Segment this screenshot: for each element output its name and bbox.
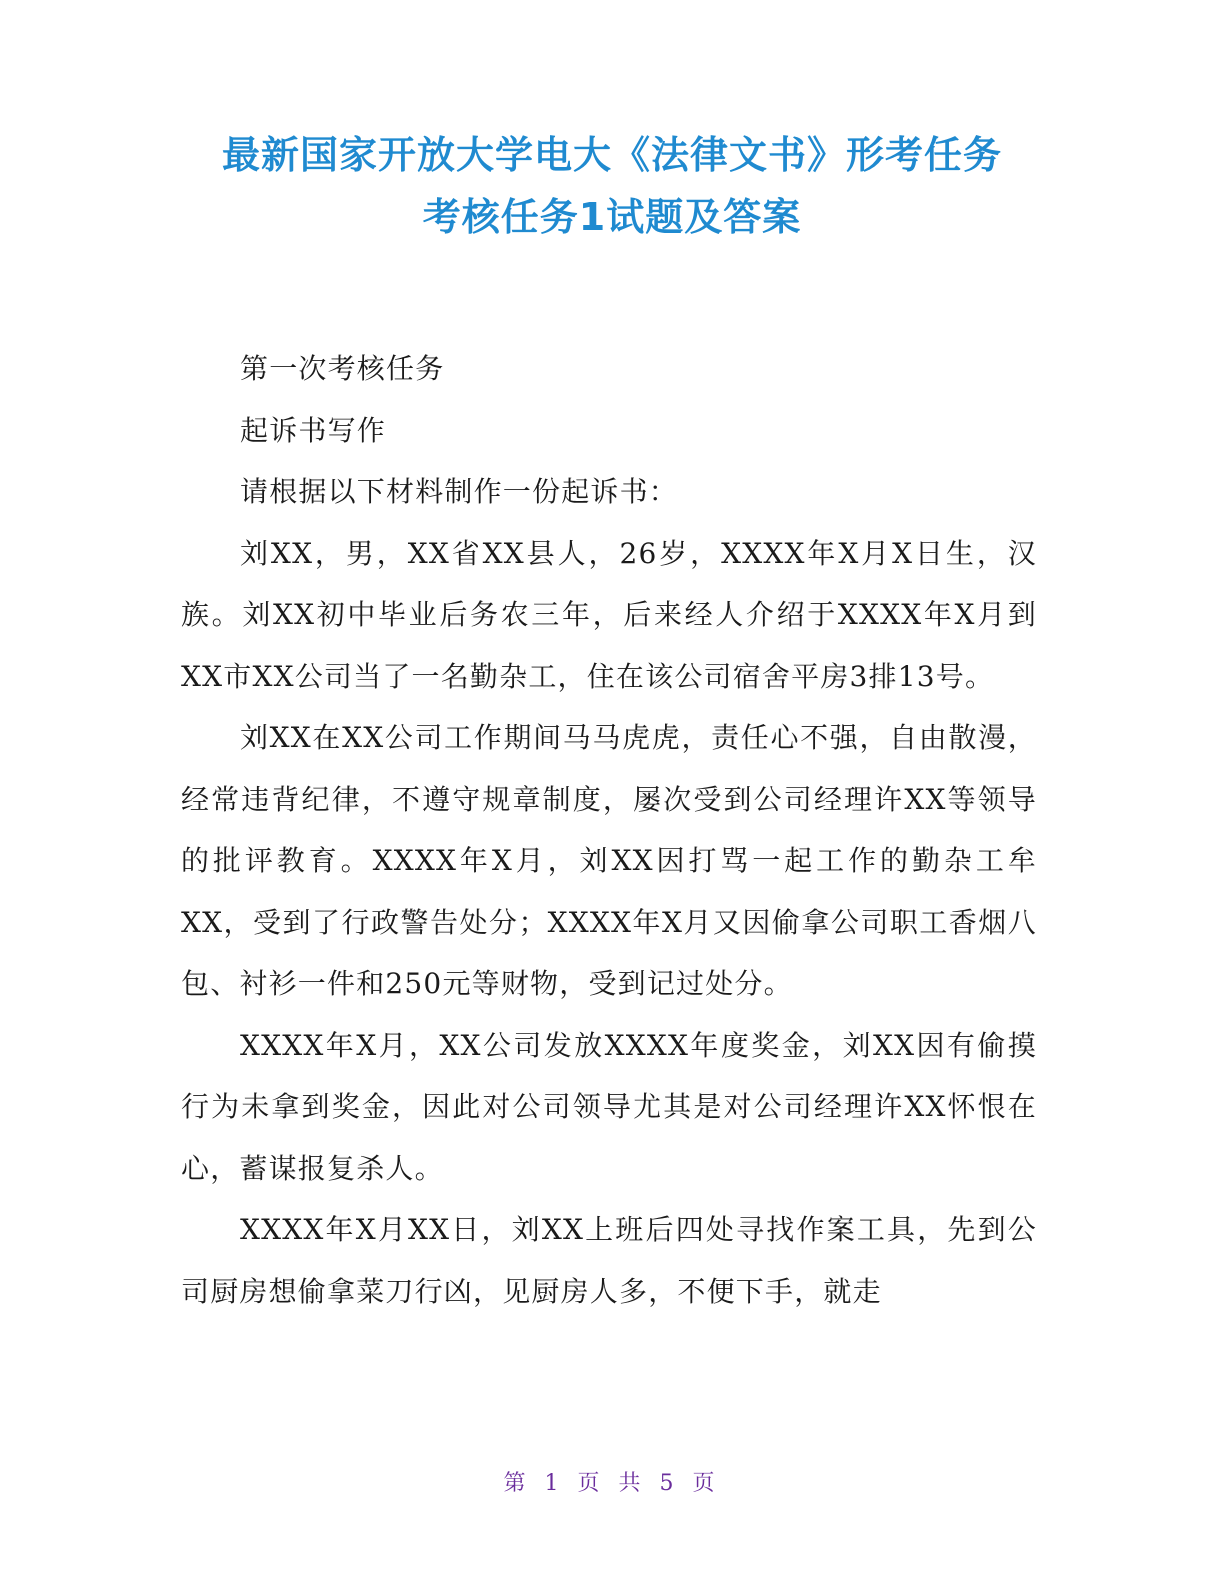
document-title [150,124,1074,248]
title-line-1: 最新国家开放大学电大《法律文书》形考任务 [221,133,1002,177]
paragraph-task-title: 起诉书写作 [240,413,387,447]
paragraph-motive: XXXX年X月，XX公司发放XXXX年度奖金，刘XX因有偷摸行为未拿到奖金，因此对公司领导尤其是对公司经理许XX怀恨在心，蓄谋报复杀人。 [181,1028,1037,1185]
title-line-2: 考核任务1试题及答案 [422,195,802,239]
paragraph-incident: XXXX年X月XX日，刘XX上班后四处寻找作案工具，先到公司厨房想偷拿菜刀行凶，见厨房人多，不便下手，就走 [181,1213,1037,1308]
paragraph-background: 刘XX，男，XX省XX县人，26岁，XXXX年X月X日生，汉族。刘XX初中毕业后务农三年，后来经人介绍于XXXX年X月到XX市XX公司当了一名勤杂工，住在该公司宿舍平房3排13号。 [181,536,1037,693]
document-body [181,338,1037,1322]
paragraph-instruction: 请根据以下材料制作一份起诉书： [240,475,679,508]
paragraph-section-heading: 第一次考核任务 [240,352,445,385]
paragraph-work-record: 刘XX在XX公司工作期间马马虎虎，责任心不强，自由散漫，经常违背纪律，不遵守规章制度，屡次受到公司经理许XX等领导的批评教育。XXXX年X月，刘XX因打骂一起工作的勤杂工牟XX，受到了行政警告处分；XXXX年X月又因偷拿公司职工香烟八包、衬衫一件和250元等财物，受到记过处分。 [181,721,1037,1000]
page-footer: 第 1 页 共 5 页 [503,1471,721,1496]
